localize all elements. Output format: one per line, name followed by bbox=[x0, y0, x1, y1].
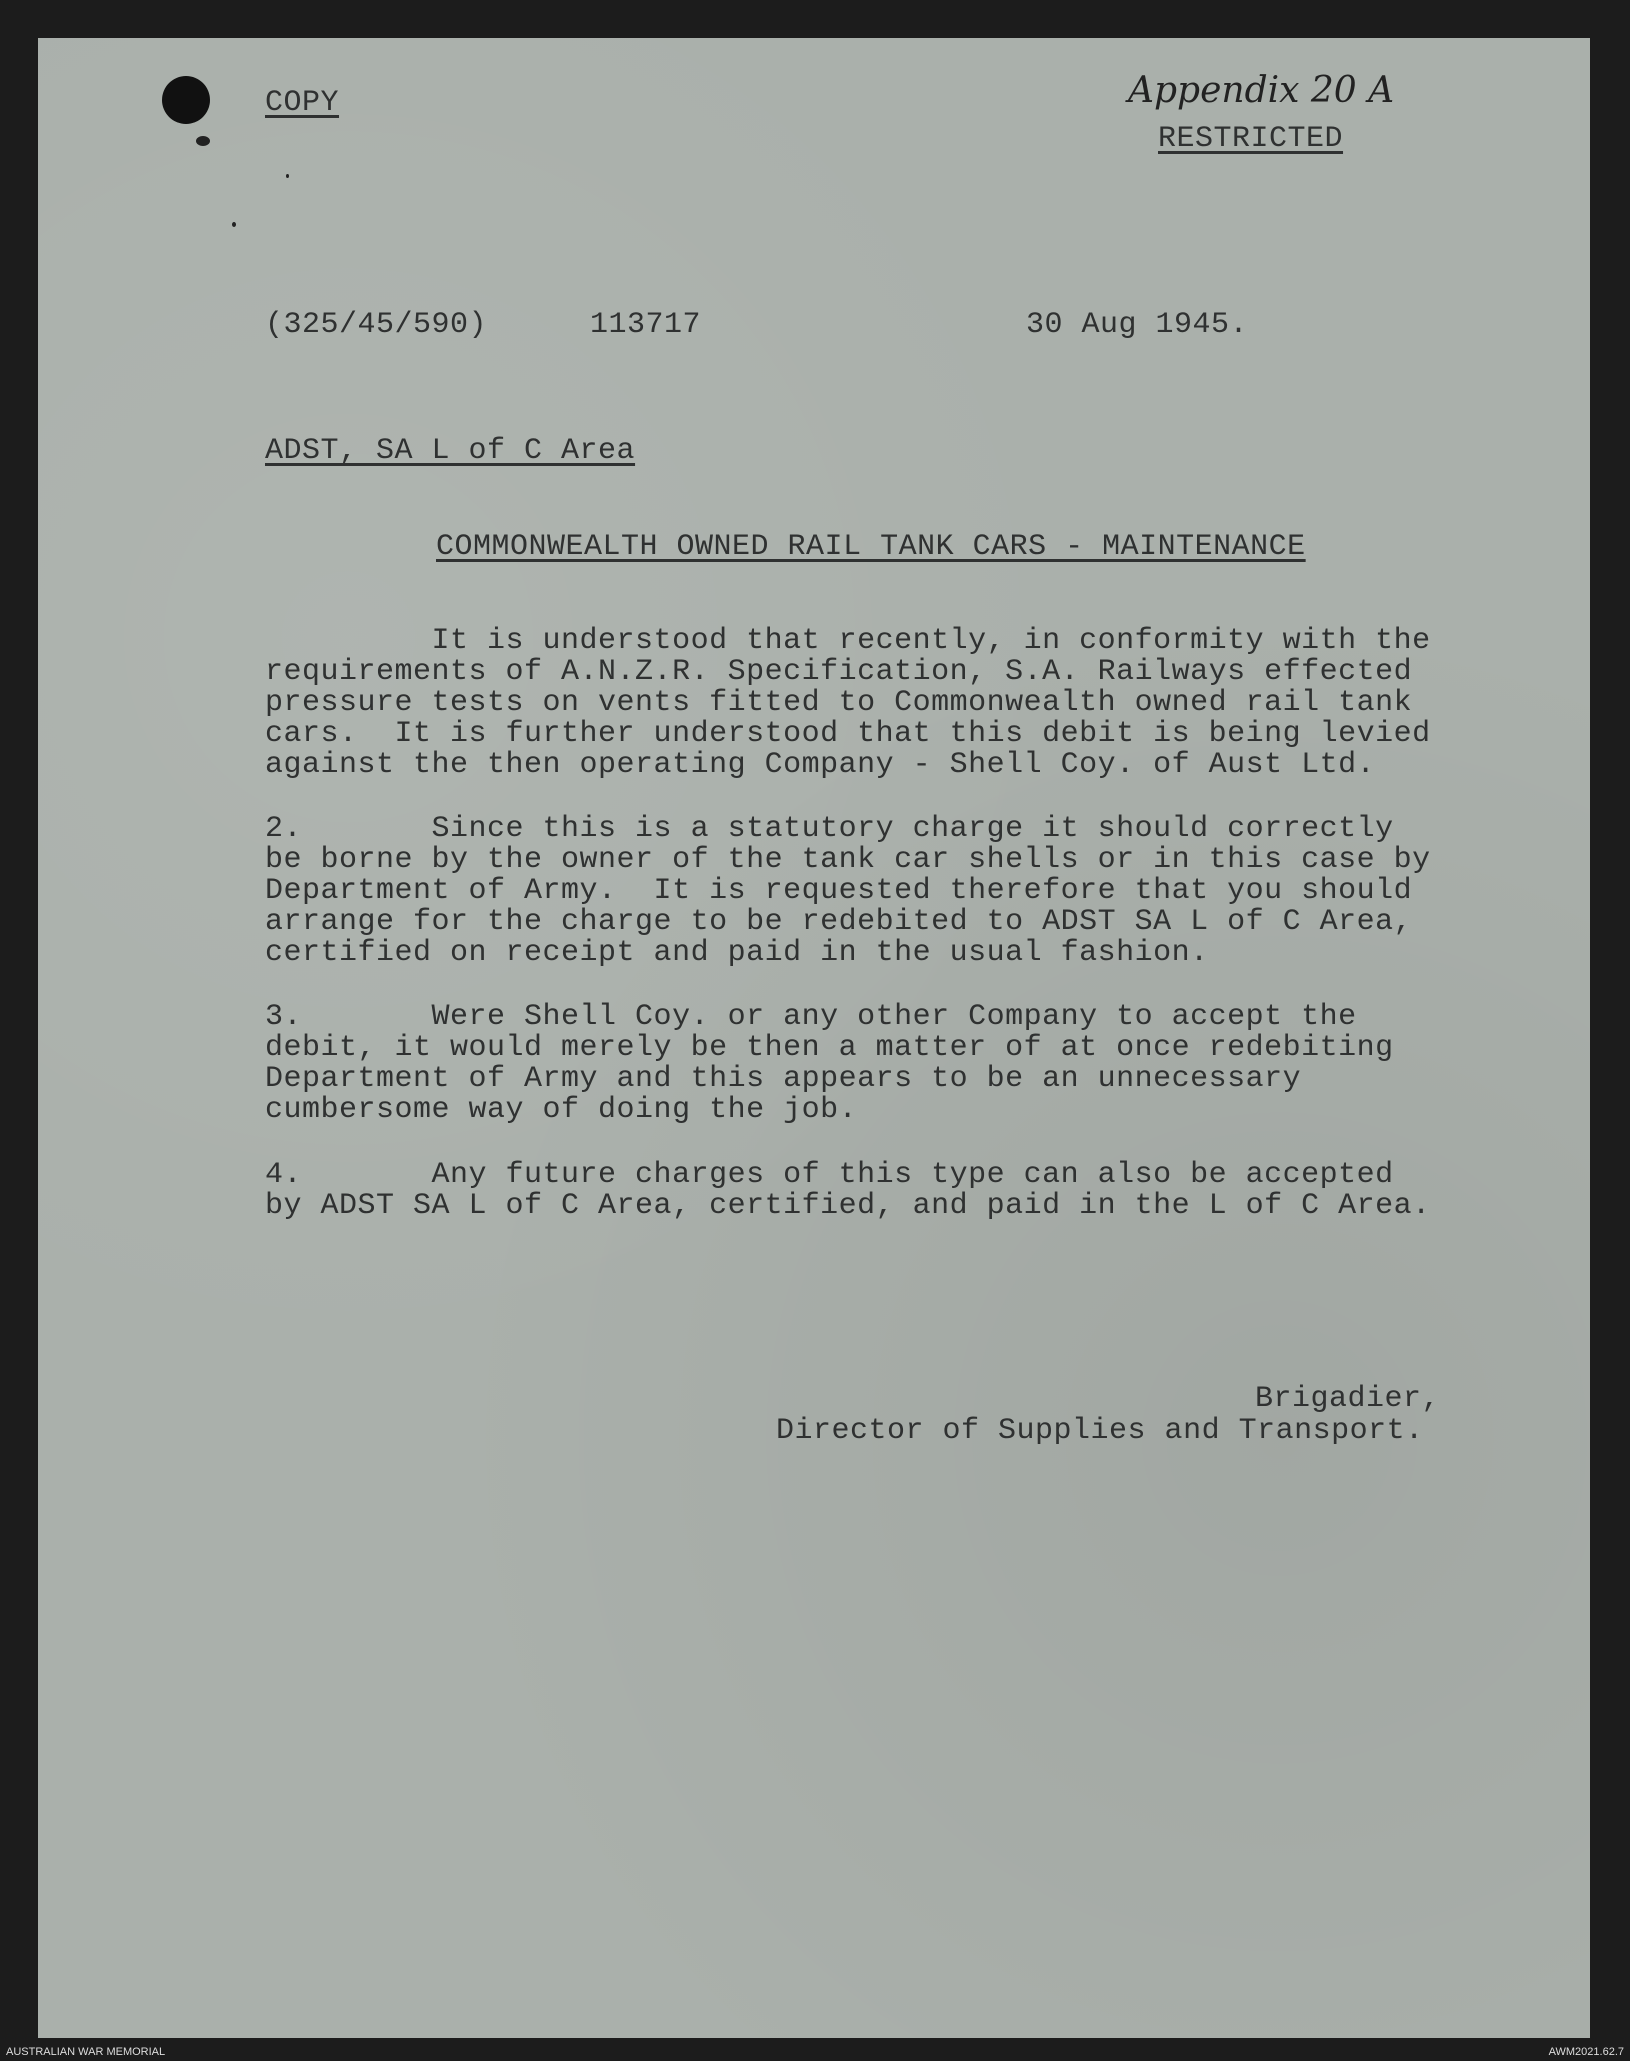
footer-institution: AUSTRALIAN WAR MEMORIAL bbox=[6, 2046, 166, 2058]
text-line: 4. Any future charges of this type can also be accepted bbox=[265, 1158, 1394, 1192]
text-line: arrange for the charge to be redebited to ADST SA L of C Area, bbox=[265, 905, 1413, 939]
text-line: 2. Since this is a statutory charge it should correctly bbox=[265, 812, 1394, 846]
punch-hole bbox=[162, 76, 210, 124]
text-line: against the then operating Company - Shell Coy. of Aust Ltd. bbox=[265, 748, 1376, 782]
paragraph bbox=[265, 1160, 1431, 1222]
signature-rank: Brigadier, bbox=[1255, 1382, 1441, 1416]
text-line: pressure tests on vents fitted to Commonwealth owned rail tank bbox=[265, 686, 1413, 720]
paragraph bbox=[265, 1002, 1394, 1126]
paper-mark bbox=[286, 174, 289, 178]
text-line: be borne by the owner of the tank car shells or in this case by bbox=[265, 843, 1431, 877]
text-line: It is understood that recently, in conformity with the bbox=[265, 624, 1431, 658]
document-date: 30 Aug 1945. bbox=[1026, 308, 1249, 342]
file-reference: (325/45/590) bbox=[265, 308, 488, 342]
handwritten-annotation: Appendix 20 A bbox=[1128, 70, 1395, 111]
text-line: certified on receipt and paid in the usual fashion. bbox=[265, 936, 1209, 970]
paper-mark bbox=[232, 222, 236, 227]
classification-label: RESTRICTED bbox=[1158, 122, 1344, 156]
text-line: cars. It is further understood that this debit is being levied bbox=[265, 717, 1431, 751]
text-line: Department of Army and this appears to be an unnecessary bbox=[265, 1062, 1302, 1096]
text-line: cumbersome way of doing the job. bbox=[265, 1093, 858, 1127]
paragraph bbox=[265, 814, 1431, 969]
paper-mark bbox=[196, 136, 210, 146]
paragraph bbox=[265, 626, 1431, 781]
text-line: by ADST SA L of C Area, certified, and paid in the L of C Area. bbox=[265, 1189, 1431, 1223]
footer-item-id: AWM2021.62.7 bbox=[1548, 2046, 1624, 2058]
subject-heading: COMMONWEALTH OWNED RAIL TANK CARS - MAINTENANCE bbox=[436, 530, 1306, 564]
signature-title: Director of Supplies and Transport. bbox=[776, 1414, 1424, 1448]
addressee: ADST, SA L of C Area bbox=[265, 434, 636, 468]
reference-number: 113717 bbox=[590, 308, 702, 342]
copy-label: COPY bbox=[265, 86, 340, 120]
text-line: 3. Were Shell Coy. or any other Company to accept the bbox=[265, 1000, 1357, 1034]
text-line: requirements of A.N.Z.R. Specification, S.A. Railways effected bbox=[265, 655, 1413, 689]
text-line: debit, it would merely be then a matter of at once redebiting bbox=[265, 1031, 1394, 1065]
text-line: Department of Army. It is requested therefore that you should bbox=[265, 874, 1413, 908]
